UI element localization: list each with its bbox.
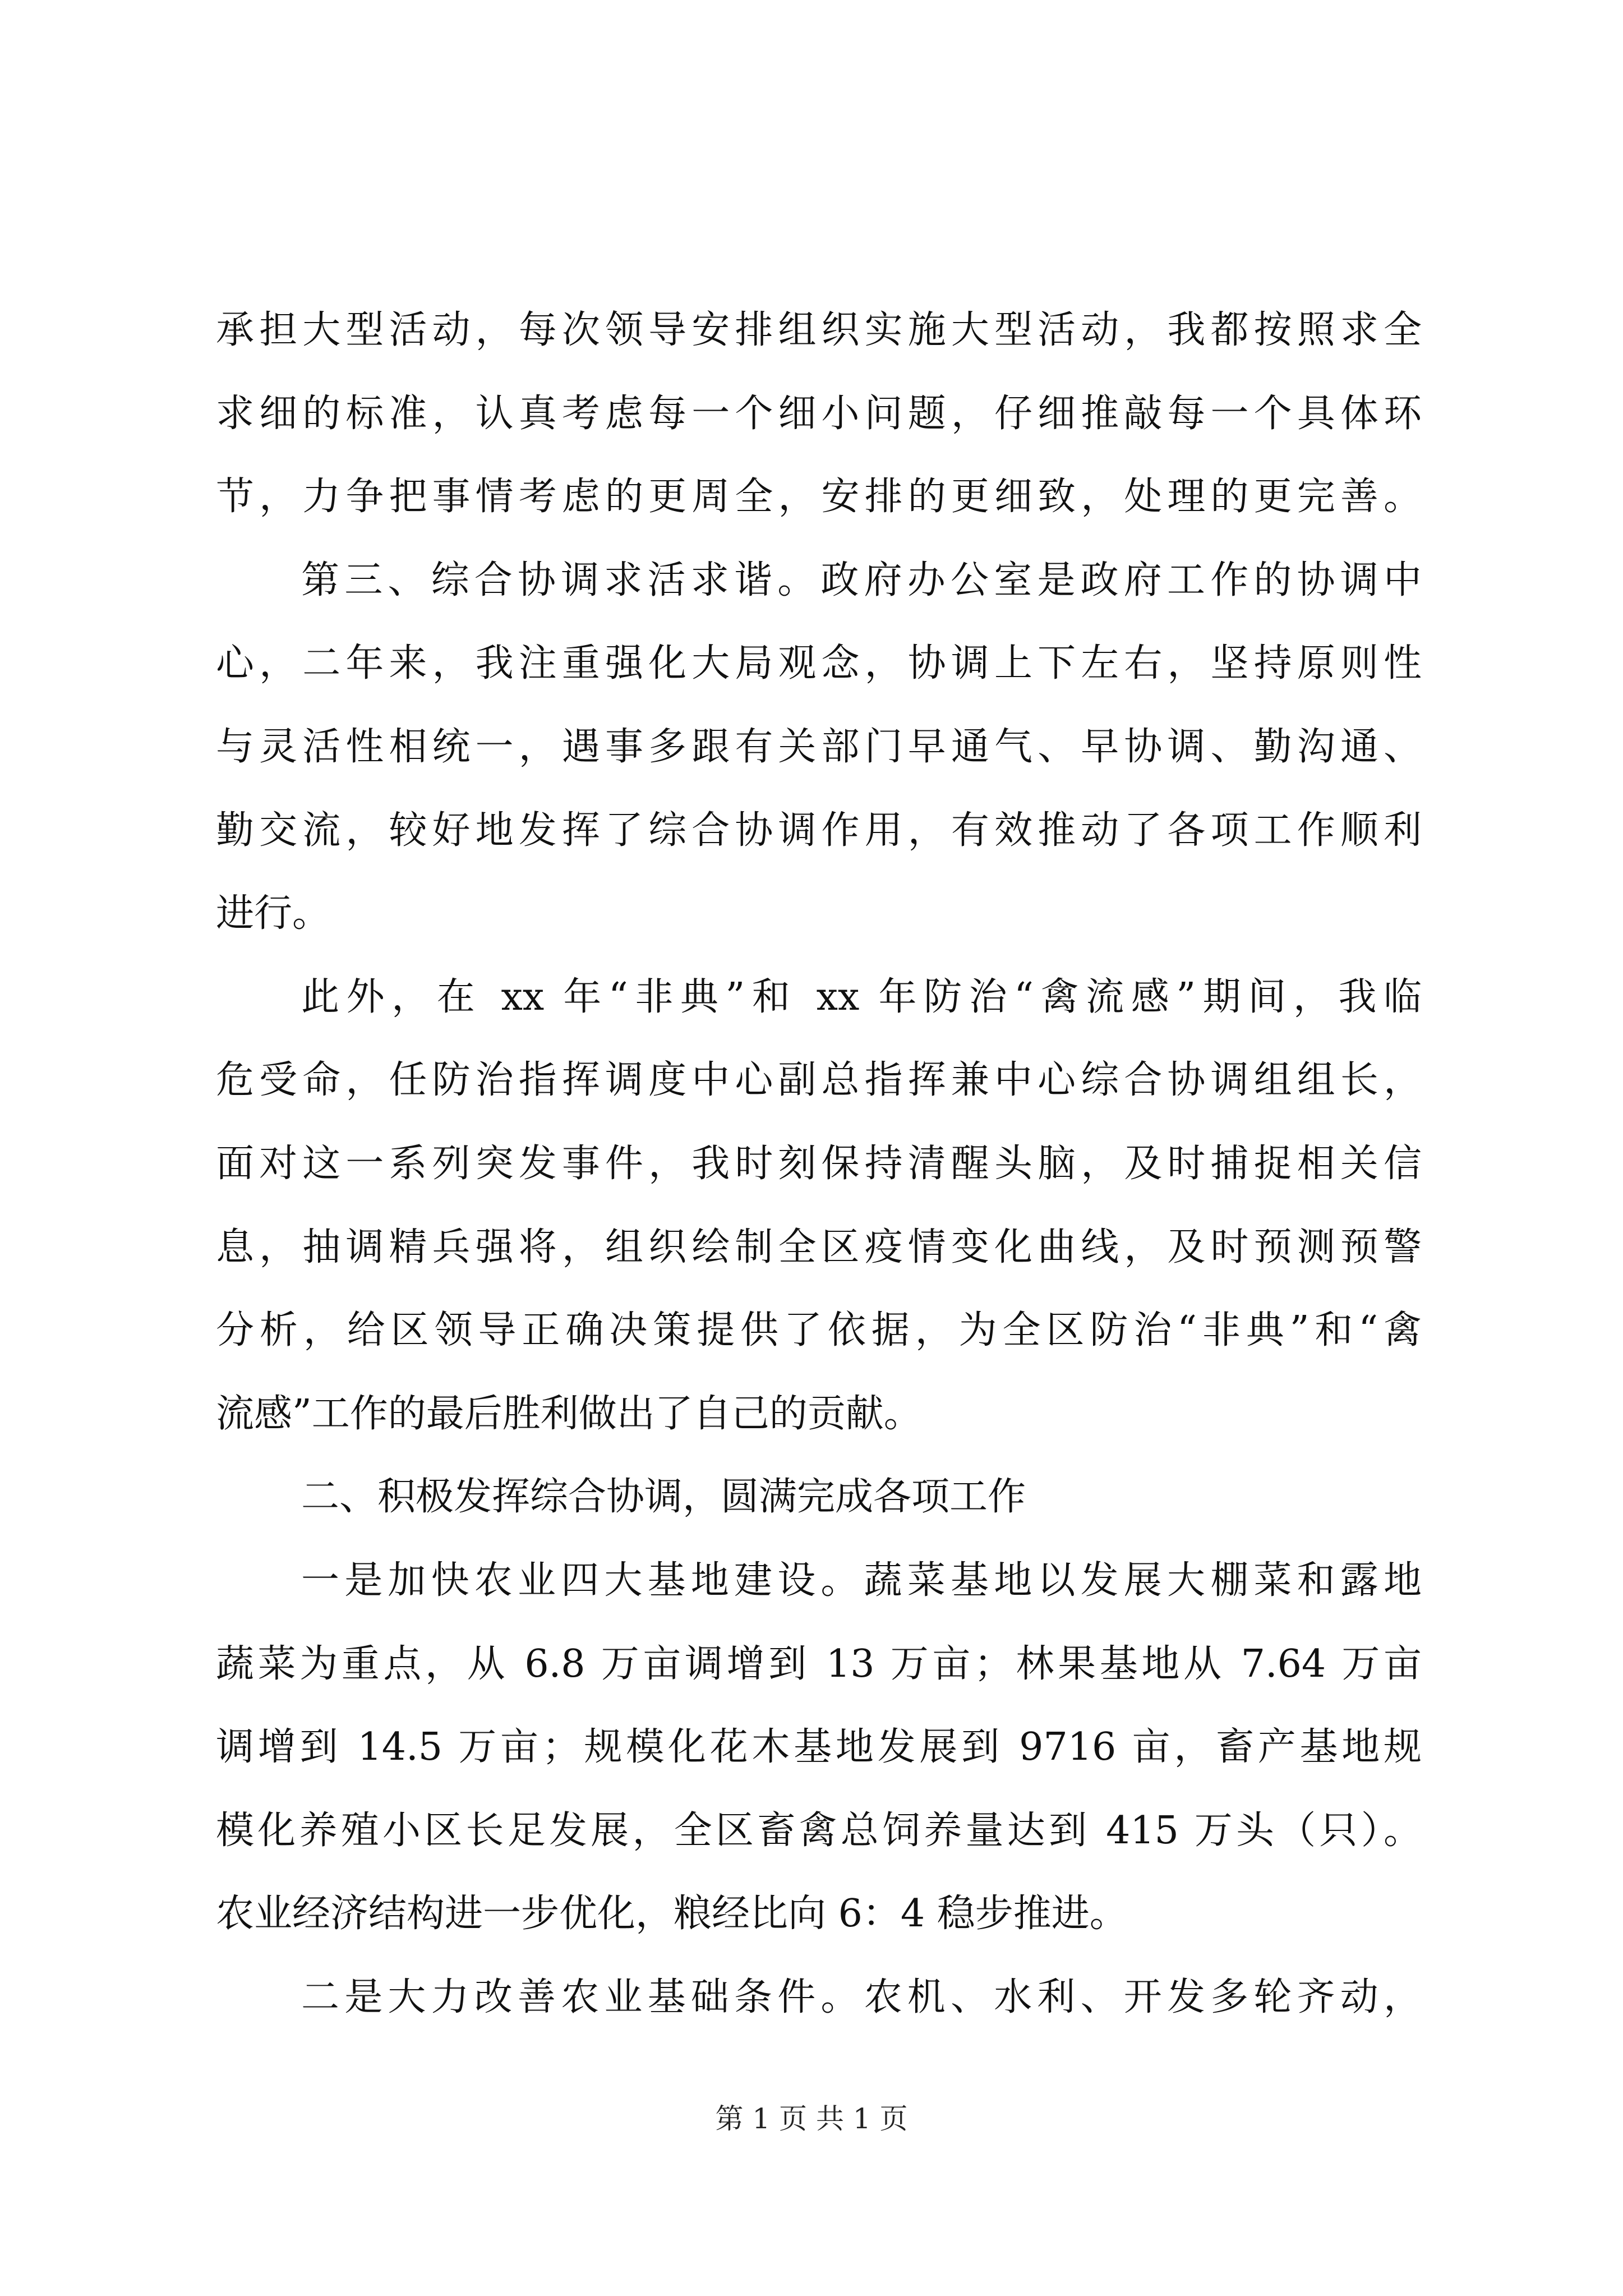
text-line: 承担大型活动，每次领导安排组织实施大型活动，我都按照求全 (216, 308, 1422, 352)
text-line: 调增到 14.5 万亩；规模化花木基地发展到 9716 亩，畜产基地规 (216, 1725, 1422, 1770)
text-line: 二、积极发挥综合协调，圆满完成各项工作 (301, 1475, 1026, 1520)
text-line: 求细的标准，认真考虑每一个细小问题，仔细推敲每一个具体环 (216, 391, 1422, 436)
text-line: 二是大力改善农业基础条件。农机、水利、开发多轮齐动， (301, 1975, 1422, 2019)
text-line: 一是加快农业四大基地建设。蔬菜基地以发展大棚菜和露地 (301, 1558, 1422, 1603)
text-line: 分析，给区领导正确决策提供了依据，为全区防治“非典”和“禽 (216, 1308, 1422, 1353)
text-line: 第三、综合协调求活求谐。政府办公室是政府工作的协调中 (301, 558, 1422, 602)
text-line: 农业经济结构进一步优化，粮经比向 6：4 稳步推进。 (216, 1892, 1128, 1936)
text-line: 息，抽调精兵强将，组织绘制全区疫情变化曲线，及时预测预警 (216, 1225, 1422, 1269)
document-body (216, 289, 1422, 2039)
text-line: 与灵活性相统一，遇事多跟有关部门早通气、早协调、勤沟通、 (216, 724, 1422, 769)
page-footer (0, 2099, 1623, 2138)
text-line: 勤交流，较好地发挥了综合协调作用，有效推动了各项工作顺利 (216, 808, 1422, 853)
text-line: 危受命，任防治指挥调度中心副总指挥兼中心综合协调组组长， (216, 1058, 1422, 1103)
text-line: 蔬菜为重点，从 6.8 万亩调增到 13 万亩；林果基地从 7.64 万亩 (216, 1641, 1422, 1686)
text-line: 此外，在 xx 年“非典”和 xx 年防治“禽流感”期间，我临 (301, 974, 1422, 1019)
page-number-label: 第 1 页 共 1 页 (715, 2102, 908, 2135)
text-line: 节，力争把事情考虑的更周全，安排的更细致，处理的更完善。 (216, 475, 1422, 519)
text-line: 进行。 (216, 891, 331, 936)
text-line: 模化养殖小区长足发展，全区畜禽总饲养量达到 415 万头（只）。 (216, 1808, 1422, 1853)
text-line: 心，二年来，我注重强化大局观念，协调上下左右，坚持原则性 (216, 641, 1422, 686)
text-line: 流感”工作的最后胜利做出了自己的贡献。 (216, 1391, 922, 1436)
text-line: 面对这一系列突发事件，我时刻保持清醒头脑，及时捕捉相关信 (216, 1141, 1422, 1186)
